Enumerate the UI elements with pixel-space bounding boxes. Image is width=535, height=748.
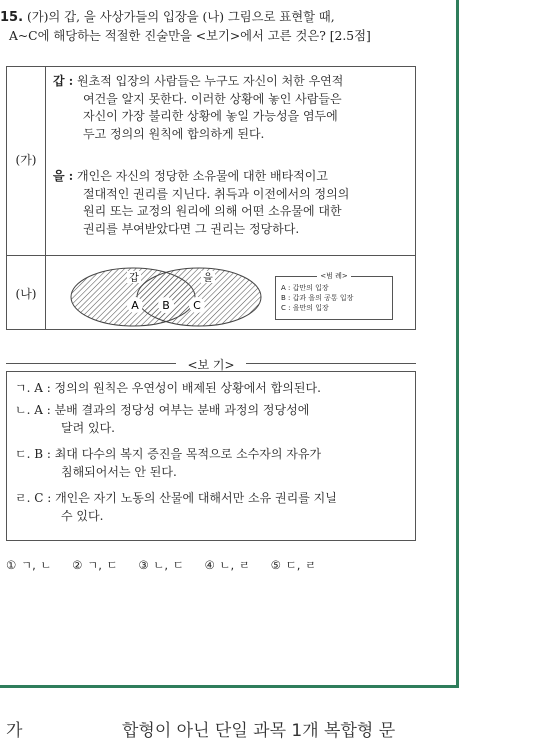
venn-diagram [51, 257, 271, 329]
venn-region-b: B [162, 299, 170, 312]
passage-row-na [7, 255, 415, 330]
legend-c: C : 을만의 입장 [281, 304, 329, 312]
speaker-eul: 을 : [53, 169, 74, 183]
gap-line-1: 원초적 입장의 사람들은 누구도 자신이 처한 우연적 [77, 74, 344, 88]
eul-line-3: 원리 또는 교정의 원리에 의해 어떤 소유물에 대한 [83, 204, 342, 219]
bogi-item-4-line-1: ㄹ. C : 개인은 자기 노동의 산물에 대해서만 소유 권리를 지닐 [15, 491, 337, 505]
venn-circle-eul [137, 268, 261, 326]
bogi-item-3 [15, 446, 409, 481]
bottom-text-left: 가 [6, 721, 23, 741]
bogi-item-1 [15, 380, 409, 398]
option-1[interactable]: ① ㄱ, ㄴ [6, 558, 52, 572]
bogi-box [6, 371, 416, 541]
bogi-item-1-line-1: ㄱ. A : 정의의 원칙은 우연성이 배제된 상황에서 합의된다. [15, 381, 321, 395]
venn-label-gap: 갑 [129, 273, 139, 284]
legend-b: B : 갑과 을의 공통 입장 [281, 294, 354, 302]
bottom-text-right: 합형이 아닌 단일 과목 1개 복합형 문 [122, 721, 396, 741]
question-line-1: (가)의 갑, 을 사상가들의 입장을 (나) 그림으로 표현할 때, [26, 10, 335, 24]
bogi-item-4-line-2: 수 있다. [61, 508, 104, 523]
gap-line-3: 자신이 가장 불리한 상황에 놓일 가능성을 염두에 [83, 109, 338, 124]
answer-options [6, 557, 332, 573]
bogi-item-3-line-2: 침해되어서는 안 된다. [61, 464, 177, 479]
question-stem [0, 8, 458, 45]
gap-statement [53, 73, 409, 144]
bogi-item-2 [15, 402, 409, 437]
bogi-item-2-line-1: ㄴ. A : 분배 결과의 정당성 여부는 분배 과정의 정당성에 [15, 403, 310, 417]
question-line-2: A~C에 해당하는 적절한 진술만을 <보기>에서 고른 것은? [2.5점] [9, 29, 371, 43]
passage-table [6, 66, 416, 330]
eul-line-2: 절대적인 권리를 지닌다. 취득과 이전에서의 정의의 [83, 186, 350, 201]
option-4[interactable]: ④ ㄴ, ㄹ [204, 558, 250, 572]
venn-label-eul: 을 [203, 273, 213, 284]
gap-line-4: 두고 정의의 원칙에 합의하게 된다. [83, 127, 265, 142]
legend-a: A : 갑만의 입장 [281, 284, 329, 292]
speaker-gap: 갑 : [53, 74, 74, 88]
eul-line-1: 개인은 자신의 정당한 소유물에 대한 배타적이고 [77, 169, 328, 183]
bogi-title: <보 기> [187, 358, 235, 372]
label-ga: (가) [15, 153, 37, 167]
option-5[interactable]: ⑤ ㄷ, ㄹ [270, 558, 317, 572]
option-2[interactable]: ② ㄱ, ㄷ [72, 558, 118, 572]
venn-region-a: A [131, 299, 139, 312]
venn-region-c: C [193, 299, 201, 312]
gap-line-2: 여건을 알지 못한다. 이러한 상황에 놓인 사람들은 [83, 91, 342, 106]
legend-box [275, 272, 393, 320]
eul-statement [53, 168, 409, 239]
passage-row-ga [7, 67, 415, 256]
eul-line-4: 권리를 부여받았다면 그 권리는 정당하다. [83, 222, 300, 237]
bogi-item-2-line-2: 달려 있다. [61, 420, 115, 435]
bogi-item-3-line-1: ㄷ. B : 최대 다수의 복지 증진을 목적으로 소수자의 자유가 [15, 447, 322, 461]
bogi-item-4 [15, 490, 409, 525]
legend-title: <범 례> [317, 272, 350, 280]
question-number: 15. [0, 10, 24, 25]
option-3[interactable]: ③ ㄴ, ㄷ [138, 558, 184, 572]
label-na: (나) [15, 287, 37, 301]
